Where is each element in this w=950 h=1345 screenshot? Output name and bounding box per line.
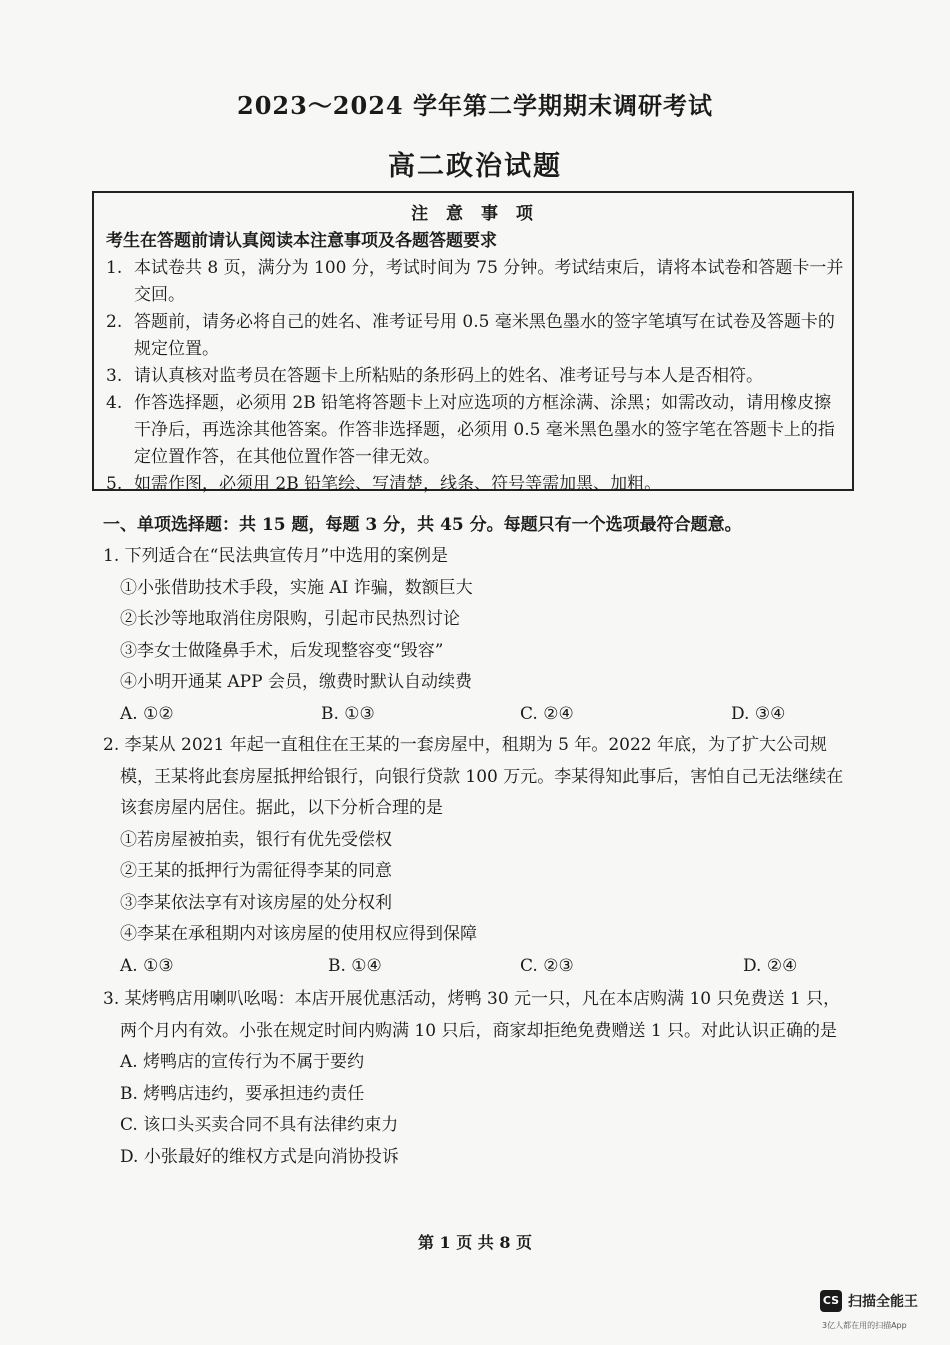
notice-item	[106, 390, 844, 471]
question-option: ②长沙等地取消住房限购，引起市民热烈讨论	[120, 609, 460, 629]
answer-choice-d: D. ②④	[743, 955, 798, 976]
notice-item-text: 如需作图，必须用 2B 铅笔绘、写清楚，线条、符号等需加黑、加粗。	[134, 474, 662, 494]
notice-item-num: 4.	[106, 393, 123, 413]
answer-choice-b: B. ①④	[328, 955, 382, 976]
watermark-name: 扫描全能王	[848, 1294, 918, 1310]
question-option: ③李女士做隆鼻手术，后发现整容变“毁容”	[120, 640, 444, 661]
answer-choice-a: A. ①③	[120, 955, 174, 976]
notice-item	[106, 471, 844, 498]
section-heading: 一、单项选择题：共 15 题，每题 3 分，共 45 分。每题只有一个选项最符合题意。	[103, 515, 742, 535]
notice-item-num: 5.	[106, 474, 123, 494]
notice-item	[106, 363, 844, 390]
answer-choice-c: C. ②④	[520, 703, 574, 724]
answer-choices	[103, 951, 848, 983]
notice-box	[92, 191, 854, 494]
question-option: A. 烤鸭店的宣传行为不属于要约	[120, 1052, 365, 1072]
notice-item-num: 2.	[106, 312, 123, 332]
question-option: B. 烤鸭店违约，要承担违约责任	[120, 1083, 365, 1104]
notice-item	[106, 255, 844, 309]
question-option: C. 该口头买卖合同不具有法律约束力	[120, 1115, 399, 1135]
exam-subtitle: 高二政治试题	[388, 151, 562, 182]
question-option: ①若房屋被拍卖，银行有优先受偿权	[120, 829, 392, 850]
question-option: D. 小张最好的维权方式是向消协投诉	[120, 1146, 399, 1167]
answer-choice-a: A. ①②	[120, 703, 174, 724]
scanner-watermark	[820, 1290, 945, 1340]
question-option: ①小张借助技术手段，实施 AI 诈骗，数额巨大	[120, 577, 473, 598]
question-stem: 1. 下列适合在“民法典宣传月”中选用的案例是	[103, 546, 449, 566]
answer-choice-d: D. ③④	[731, 703, 786, 724]
question-option: ②王某的抵押行为需征得李某的同意	[120, 861, 392, 881]
question-2	[103, 730, 848, 982]
notice-lead: 考生在答题前请认真阅读本注意事项及各题答题要求	[106, 231, 497, 251]
notice-item-text: 请认真核对监考员在答题卡上所粘贴的条形码上的姓名、准考证号与本人是否相符。	[134, 366, 763, 386]
watermark-tagline: 3亿人都在用的扫描App	[822, 1321, 907, 1330]
page-footer: 第 1 页 共 8 页	[417, 1233, 533, 1252]
camscanner-logo-icon: CS	[820, 1290, 842, 1312]
question-1	[103, 541, 848, 730]
question-stem: 3. 某烤鸭店用喇叭吆喝：本店开展优惠活动，烤鸭 30 元一只，凡在本店购满 10 只免费送 1 只，两个月内有效。小张在规定时间内购满 10 只后，商家却拒绝免费赠送 1 只。对此认识正确的是	[103, 989, 841, 1041]
notice-item-text: 本试卷共 8 页，满分为 100 分，考试时间为 75 分钟。考试结束后，请将本试卷和答题卡一并交回。	[134, 258, 844, 305]
answer-choice-b: B. ①③	[321, 703, 375, 724]
exam-title: 2023～2024 学年第二学期期末调研考试	[237, 91, 713, 120]
question-option: ④小明开通某 APP 会员，缴费时默认自动续费	[120, 672, 472, 692]
notice-item-num: 1.	[106, 258, 123, 278]
notice-item-num: 3.	[106, 366, 123, 386]
question-stem: 2. 李某从 2021 年起一直租住在王某的一套房屋中，租期为 5 年。2022 年底，为了扩大公司规模，王某将此套房屋抵押给银行，向银行贷款 100 万元。李某得知此事后，害怕自己无法继续在该套房屋内居住。据此，以下分析合理的是	[103, 735, 844, 818]
answer-choice-c: C. ②③	[520, 955, 574, 976]
question-3	[103, 984, 848, 1173]
notice-item-text: 作答选择题，必须用 2B 铅笔将答题卡上对应选项的方框涂满、涂黑；如需改动，请用橡皮擦干净后，再选涂其他答案。作答非选择题，必须用 0.5 毫米黑色墨水的签字笔在答题卡上的指定位置作答，在其他位置作答一律无效。	[134, 393, 835, 467]
notice-title: 注 意 事 项	[411, 204, 539, 224]
question-option: ④李某在承租期内对该房屋的使用权应得到保障	[120, 924, 477, 944]
question-option: ③李某依法享有对该房屋的处分权利	[120, 892, 392, 913]
answer-choices	[103, 699, 848, 731]
notice-item	[106, 309, 844, 363]
notice-item-text: 答题前，请务必将自己的姓名、准考证号用 0.5 毫米黑色墨水的签字笔填写在试卷及答题卡的规定位置。	[134, 312, 835, 359]
